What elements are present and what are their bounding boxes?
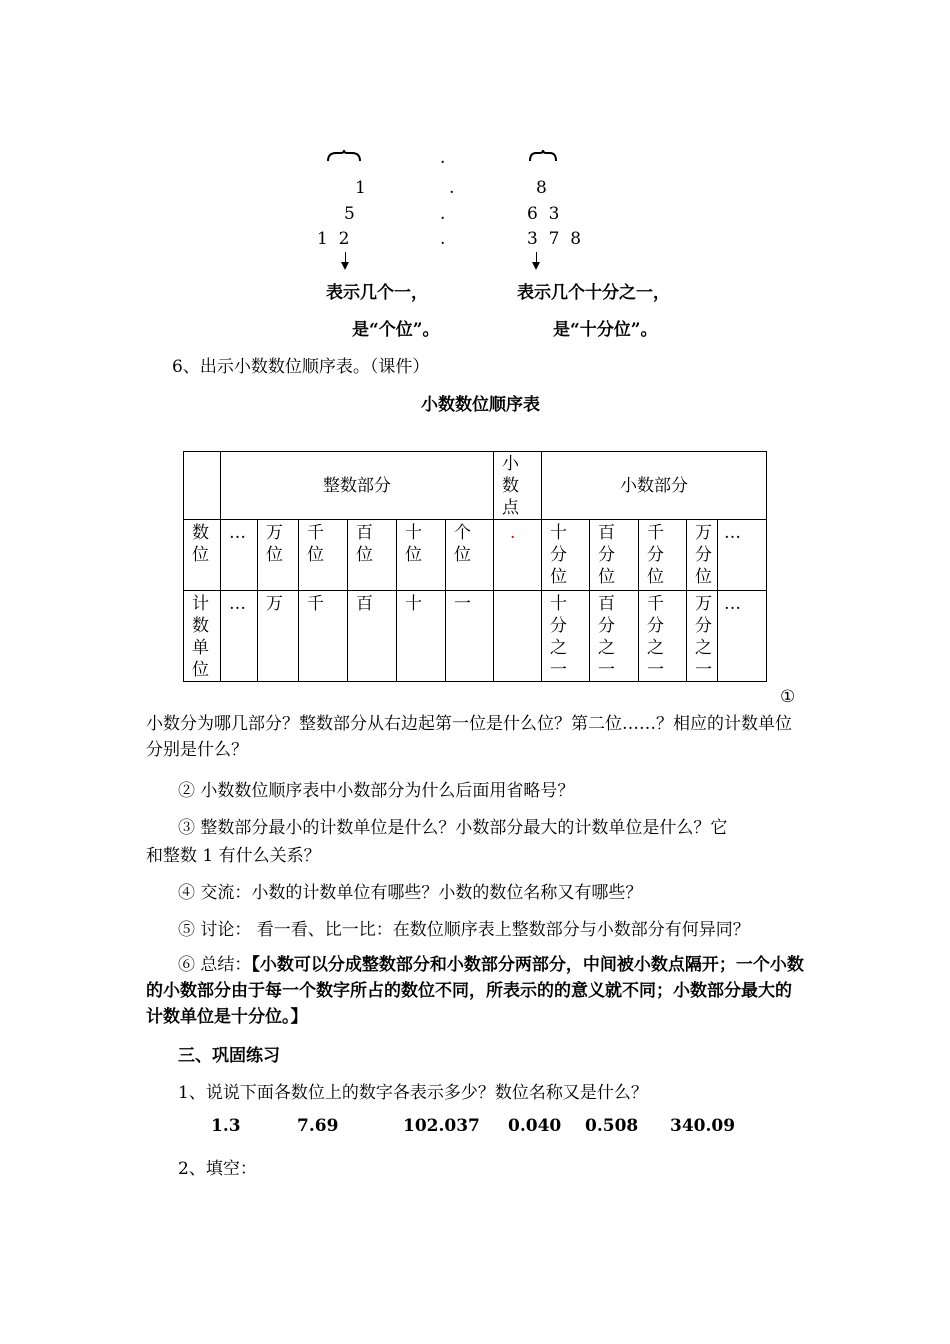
place-name: 千位 (307, 523, 324, 565)
unit-name: 万分之一 (695, 594, 712, 680)
exercise-1: 1、说说下面各数位上的数字各表示多少？数位名称又是什么？ (178, 1083, 648, 1103)
decimal-point-cell (494, 520, 542, 591)
right-brace-icon (528, 150, 558, 162)
place-name: 百位 (356, 523, 373, 565)
place-cell (639, 520, 687, 591)
diagram-int-3: 1 2 (317, 229, 350, 249)
place-cell (258, 520, 299, 591)
question-1: 小数分为哪几部分？整数部分从右边起第一位是什么位？第二位……？相应的计数单位分别是什么？ (146, 714, 792, 760)
decimal-point-header-text: 小数点 (502, 454, 519, 518)
diagram-dot-top: . (440, 148, 446, 168)
table-title: 小数数位顺序表 (421, 395, 540, 415)
unit-cell: 十 (397, 591, 446, 682)
unit-row-label-cell (184, 591, 221, 682)
unit-row-label: 计数单位 (192, 594, 209, 680)
question-3-line-1: ③ 整数部分最小的计数单位是什么？小数部分最大的计数单位是什么？它 (178, 818, 728, 838)
question-6-prefix: ⑥ 总结： (178, 955, 252, 975)
place-row-label: 数位 (192, 523, 209, 565)
diagram-dec-3: 3 7 8 (527, 229, 582, 249)
diagram-dot-1: . (449, 178, 455, 198)
summary-text: 【小数可以分成整数部分和小数部分两部分，中间被小数点隔开；一个小数的小数部分由于每一个数字所占的数位不同，所表示的的意义就不同；小数部分最大的计数单位是十分位。】 (146, 955, 804, 1027)
place-cell (348, 520, 397, 591)
ellipsis-cell: … (718, 520, 767, 591)
unit-cell: 百 (348, 591, 397, 682)
unit-cell (639, 591, 687, 682)
red-decimal-point: . (510, 523, 516, 543)
place-name-row (184, 520, 767, 591)
decimal-part-header: 小数部分 (542, 452, 767, 520)
decimal-point-header (494, 452, 542, 520)
empty-corner-cell (184, 452, 221, 520)
integer-part-header: 整数部分 (221, 452, 494, 520)
unit-cell (542, 591, 590, 682)
ellipsis-cell: … (718, 591, 767, 682)
number-item: 102.037 (403, 1116, 480, 1136)
number-item: 0.040 (508, 1116, 562, 1136)
unit-cell: 万 (258, 591, 299, 682)
place-name: 万分位 (695, 523, 712, 587)
number-item: 340.09 (670, 1116, 736, 1136)
unit-cell (590, 591, 639, 682)
place-name: 百分位 (598, 523, 615, 587)
number-item: 1.3 (211, 1116, 241, 1136)
number-item: 0.508 (585, 1116, 639, 1136)
left-arrowhead-icon (341, 262, 349, 270)
diagram-dec-1: 8 (536, 178, 547, 198)
step-6-text: 6、出示小数数位顺序表。（课件） (172, 357, 430, 377)
question-1-marker: ① (780, 687, 796, 707)
place-value-table (183, 451, 767, 682)
unit-name: 十分之一 (550, 594, 567, 680)
diagram-int-2: 5 (344, 204, 355, 224)
unit-cell: 千 (299, 591, 348, 682)
left-place-name: 是“个位”。 (352, 320, 440, 340)
unit-name: 千分之一 (647, 594, 664, 680)
place-name: 十位 (405, 523, 422, 565)
place-cell (299, 520, 348, 591)
ellipsis-cell: … (221, 520, 258, 591)
unit-cell: 一 (446, 591, 494, 682)
table-header-row (184, 452, 767, 520)
right-place-name: 是“十分位”。 (553, 320, 658, 340)
question-2: ② 小数数位顺序表中小数部分为什么后面用省略号？ (178, 781, 575, 801)
diagram-dec-2: 6 3 (527, 204, 560, 224)
place-name: 个位 (454, 523, 471, 565)
right-arrowhead-icon (532, 262, 540, 270)
question-5: ⑤ 讨论： 看一看、比一比：在数位顺序表上整数部分与小数部分有何异同？ (178, 920, 750, 940)
place-cell (542, 520, 590, 591)
place-name: 千分位 (647, 523, 664, 587)
section-3-heading: 三、巩固练习 (178, 1046, 280, 1066)
number-item: 7.69 (297, 1116, 339, 1136)
diagram-int-1: 1 (355, 178, 366, 198)
left-brace-icon (326, 150, 362, 162)
question-3-line-2: 和整数 1 有什么关系？ (146, 846, 321, 866)
empty-unit-cell (494, 591, 542, 682)
unit-name: 百分之一 (598, 594, 615, 680)
diagram-dot-2: . (440, 204, 446, 224)
place-row-label-cell (184, 520, 221, 591)
ellipsis-cell: … (221, 591, 258, 682)
place-cell (397, 520, 446, 591)
diagram-dot-3: . (440, 229, 446, 249)
right-caption: 表示几个十分之一， (517, 283, 670, 303)
place-cell (446, 520, 494, 591)
left-caption: 表示几个一， (326, 283, 428, 303)
place-name: 十分位 (550, 523, 567, 587)
place-cell (590, 520, 639, 591)
unit-cell (687, 591, 718, 682)
question-4: ④ 交流：小数的计数单位有哪些？小数的数位名称又有哪些？ (178, 883, 643, 903)
place-cell (687, 520, 718, 591)
place-name: 万位 (266, 523, 283, 565)
counting-unit-row (184, 591, 767, 682)
question-6 (146, 952, 806, 1030)
exercise-2: 2、填空： (178, 1159, 257, 1179)
